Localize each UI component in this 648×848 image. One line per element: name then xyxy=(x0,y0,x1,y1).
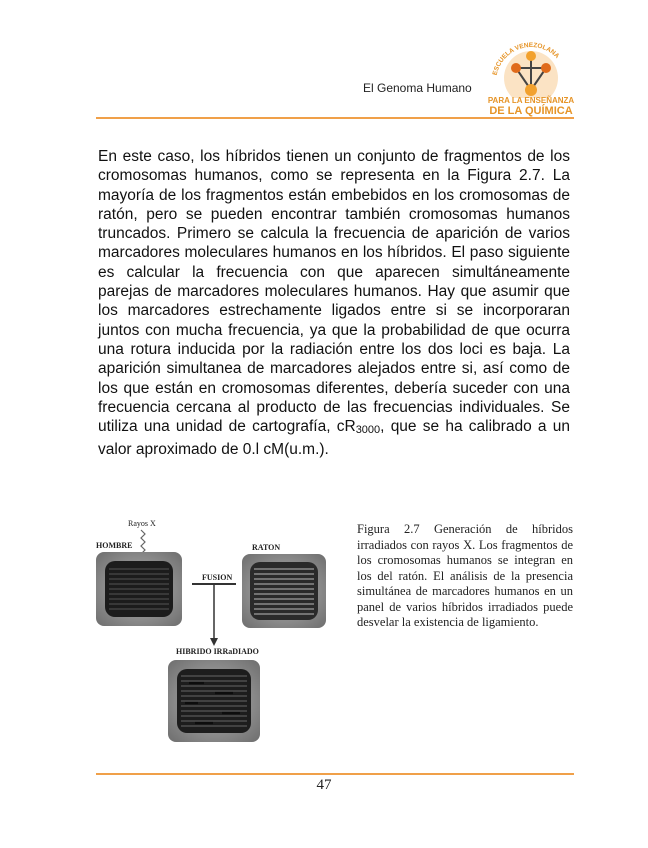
figure-2-7 xyxy=(92,512,342,757)
man-label: HOMBRE xyxy=(96,541,133,550)
logo-arc-text: ESCUELA VENEZOLANA xyxy=(491,42,561,76)
body-text-part2: , que se ha calibrado a un valor aproximado de 0.l cM(u.m.). xyxy=(98,418,570,459)
running-header-title: El Genoma Humano xyxy=(363,81,472,95)
fusion-arrow-head-icon xyxy=(210,638,218,646)
school-logo xyxy=(486,42,576,124)
page-number: 47 xyxy=(316,777,332,793)
hybrid-label: HIBRIDO IRRaDIADO xyxy=(176,647,259,656)
mouse-cell-dish xyxy=(242,554,326,628)
hybrid-cell-dish xyxy=(168,660,260,742)
rays-label: Rayos X xyxy=(128,519,156,528)
logo-line2: DE LA QUÍMICA xyxy=(489,105,573,117)
body-text-part1: En este caso, los híbridos tienen un conjunto de fragmentos de los cromosomas humanos, como se representa en la Figura 2.7. La mayoría de los fragmentos están embebidos en los cromosomas de ratón, pero se pueden encontrar también cromosomas humanos truncados. Primero se calcula la frecuencia de aparición de varios marcadores moleculares humanos en los híbridos. El paso siguiente es calcular la frecuencia con que aparecen simultáneamente parejas de marcadores moleculares humanos. Hay que asumir que los marcadores estrechamente ligados entre si se incorporaran juntos con mucha frecuencia, ya que la probabilidad de que ocurra una rotura inducida por la radiación entre los dos loci es baja. La aparición simultanea de marcadores alejados entre si, así como de los que están en cromosomas diferentes, debería suceder con una frecuencia cercana al producto de las frecuencias individuales. Se utiliza una unidad de cartografía, cR xyxy=(98,148,570,436)
body-text-subscript: 3000 xyxy=(355,424,381,437)
footer-rule xyxy=(96,773,574,775)
header-rule xyxy=(96,117,574,119)
fusion-label: FUSION xyxy=(202,573,233,582)
human-cell-dish xyxy=(96,552,182,626)
logo-emblem xyxy=(486,42,576,98)
figure-caption: Figura 2.7 Generación de híbridos irradiados con rayos X. Los fragmentos de los cromosomas humanos se integran en los del ratón. El análisis de la presencia simultánea de marcadores humanos en un panel de varios híbridos irradiados puede desvelar la existencia de ligamiento. xyxy=(357,522,573,629)
body-paragraph xyxy=(98,147,570,460)
mouse-label: RATON xyxy=(252,543,281,552)
logo-line1: PARA LA ENSEÑANZA xyxy=(487,96,575,105)
